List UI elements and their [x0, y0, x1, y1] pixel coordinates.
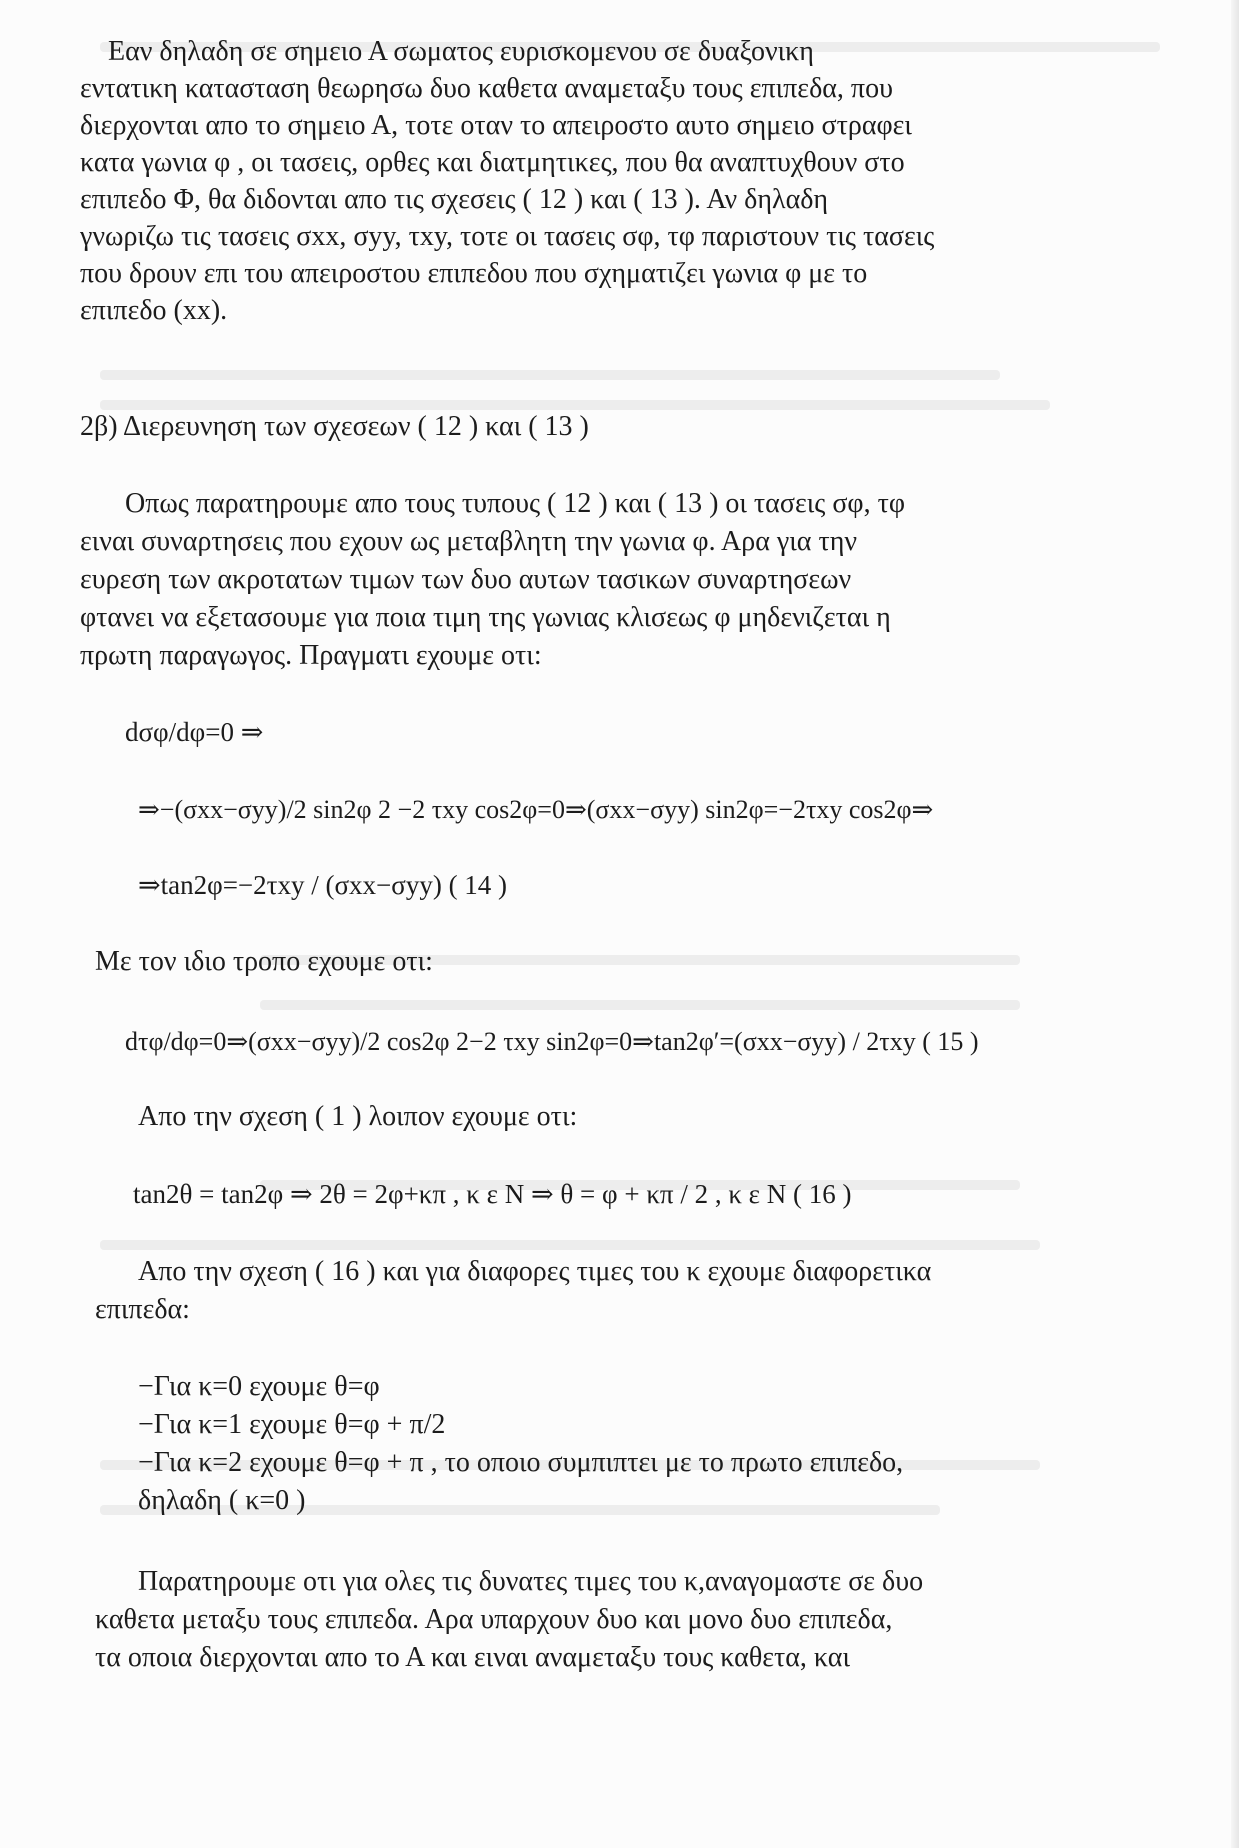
equation-derivative-sigma: dσφ/dφ=0 ⇒	[125, 717, 264, 747]
from-relation-16-text: Απο την σχεση ( 16 ) και για διαφορες τιμες του κ εχουμε διαφορετικα	[138, 1256, 932, 1287]
case-item: δηλαδη ( κ=0 )	[138, 1485, 306, 1516]
equation-14: ⇒tan2φ=−2τxy / (σxx−σyy) ( 14 )	[138, 870, 508, 900]
bleed-through-line	[100, 1240, 1040, 1250]
paragraph3-line: τα οποια διερχονται απο το Α και ειναι αναμεταξυ τους καθετα, και	[95, 1642, 850, 1673]
paragraph1-line: επιπεδο Φ, θα διδονται απο τις σχεσεις ( 12 ) και ( 13 ). Αν δηλαδη	[80, 184, 829, 215]
case-item: −Για κ=0 εχουμε θ=φ	[138, 1371, 380, 1402]
bleed-through-line	[100, 370, 1000, 380]
paragraph1-line: διερχονται απο το σημειο Α, τοτε οταν το απειροστο αυτο σημειο στραφει	[80, 110, 912, 141]
paragraph3-line: καθετα μεταξυ τους επιπεδα. Αρα υπαρχουν δυο και μονο δυο επιπεδα,	[95, 1604, 893, 1635]
paragraph1-line: Εαν δηλαδη σε σημειο Α σωματος ευρισκομενου σε δυαξονικη	[108, 36, 814, 67]
section-heading: 2β) Διερευνηση των σχεσεων ( 12 ) και ( 13 )	[80, 411, 589, 442]
paragraph2-line: πρωτη παραγωγος. Πραγματι εχουμε οτι:	[80, 640, 542, 671]
paragraph1-line: εντατικη κατασταση θεωρησω δυο καθετα αναμεταξυ τους επιπεδα, που	[80, 73, 893, 104]
paragraph2-line: Οπως παρατηρουμε απο τους τυπους ( 12 ) και ( 13 ) οι τασεις σφ, τφ	[125, 488, 905, 519]
page-edge-shadow	[1231, 0, 1239, 1848]
paragraph1-line: γνωριζω τις τασεις σxx, σyy, τxy, τοτε οι τασεις σφ, τφ παριστουν τις τασεις	[80, 221, 935, 252]
paragraph1-line: επιπεδο (xx).	[80, 295, 228, 326]
equation-16: tan2θ = tan2φ ⇒ 2θ = 2φ+κπ , κ ε Ν ⇒ θ = φ + κπ / 2 , κ ε Ν ( 16 )	[133, 1179, 852, 1209]
paragraph1-line: που δρουν επι του απειροστου επιπεδου που σχηματιζει γωνια φ με το	[80, 258, 868, 289]
equation-15: dτφ/dφ=0⇒(σxx−σyy)/2 cos2φ 2−2 τxy sin2φ=0⇒tan2φ′=(σxx−σyy) / 2τxy ( 15 )	[125, 1027, 979, 1056]
paragraph2-line: φτανει να εξετασουμε για ποια τιμη της γωνιας κλισεως φ μηδενιζεται η	[80, 602, 891, 633]
bleed-through-line	[100, 400, 1050, 410]
paragraph2-line: ευρεση των ακροτατων τιμων των δυο αυτων τασικων συναρτησεων	[80, 564, 852, 595]
bleed-through-line	[260, 1000, 1020, 1010]
same-way-text: Με τον ιδιο τροπο εχουμε οτι:	[95, 946, 433, 977]
paragraph2-line: ειναι συναρτησεις που εχουν ως μεταβλητη την γωνια φ. Αρα για την	[80, 526, 858, 557]
from-relation-1-text: Απο την σχεση ( 1 ) λοιπον εχουμε οτι:	[138, 1101, 578, 1132]
paragraph3-line: Παρατηρουμε οτι για ολες τις δυνατες τιμες του κ,αναγομαστε σε δυο	[138, 1566, 924, 1597]
case-item: −Για κ=1 εχουμε θ=φ + π/2	[138, 1409, 446, 1440]
planes-text: επιπεδα:	[95, 1294, 190, 1325]
equation-expansion: ⇒−(σxx−σyy)/2 sin2φ 2 −2 τxy cos2φ=0⇒(σxx−σyy) sin2φ=−2τxy cos2φ⇒	[138, 795, 934, 824]
paragraph1-line: κατα γωνια φ , οι τασεις, ορθες και διατμητικες, που θα αναπτυχθουν στο	[80, 147, 905, 178]
case-item: −Για κ=2 εχουμε θ=φ + π , το οποιο συμπιπτει με το πρωτο επιπεδο,	[138, 1447, 904, 1478]
